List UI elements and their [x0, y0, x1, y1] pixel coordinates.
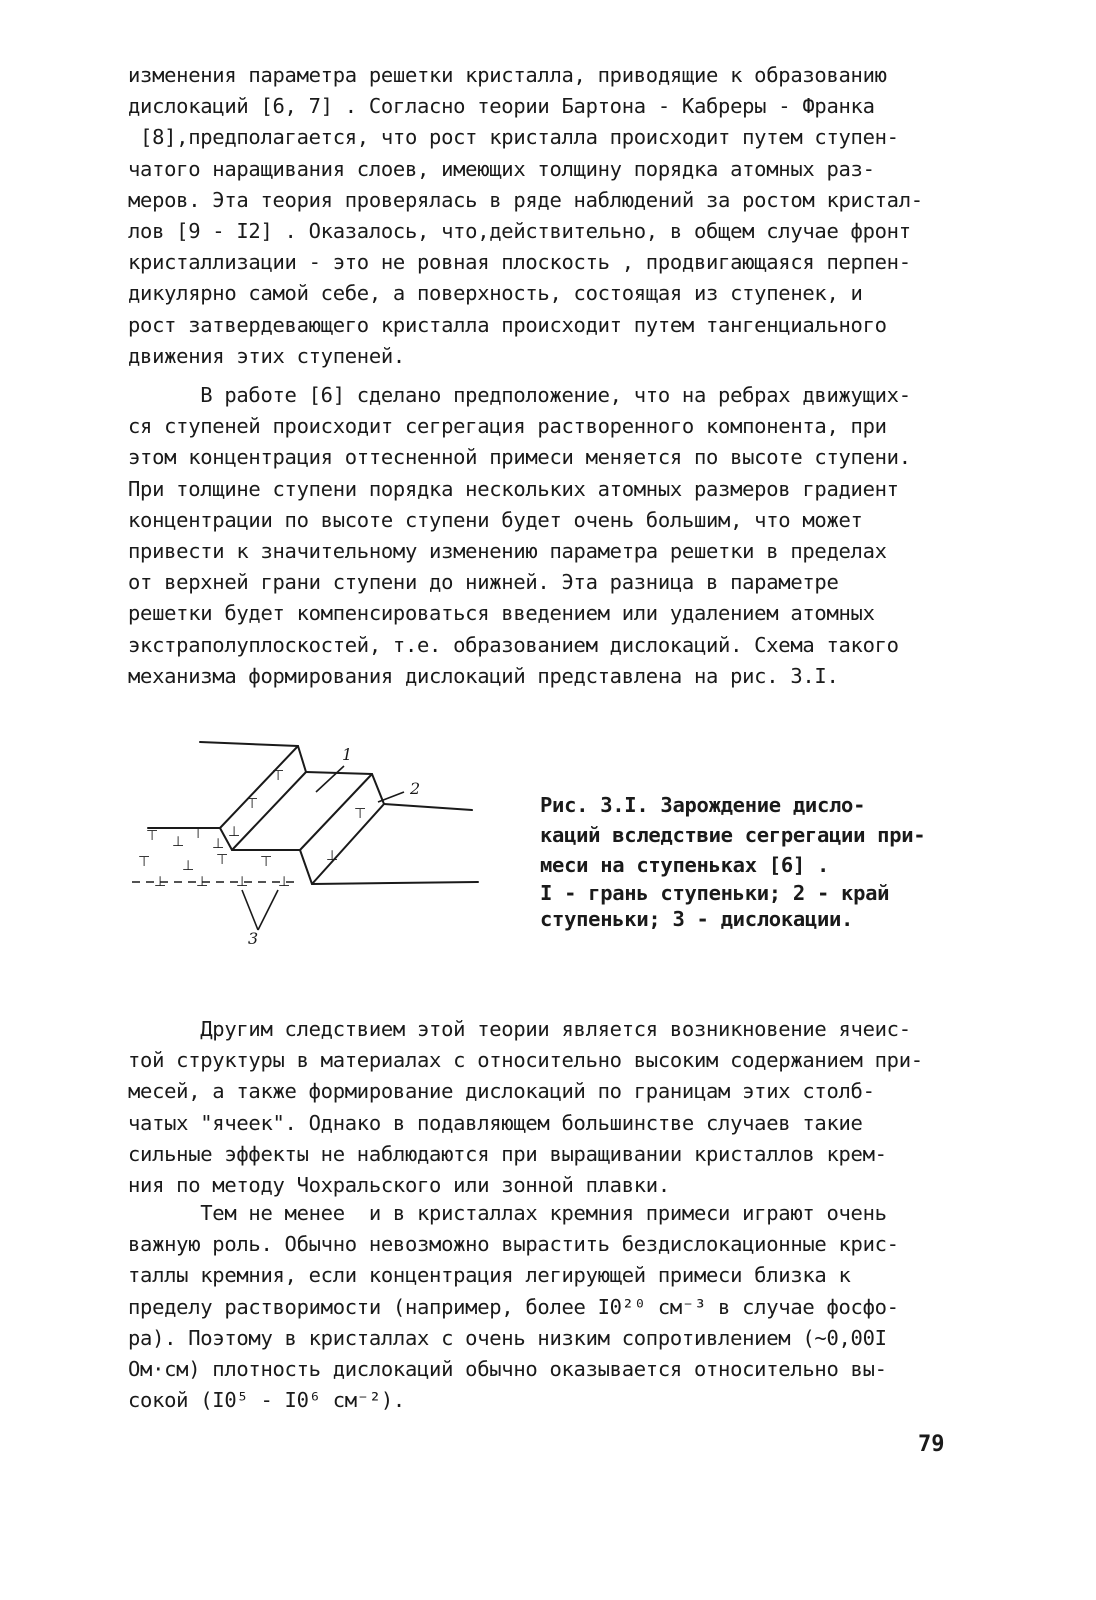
- figure-legend: [540, 880, 980, 932]
- legend-line: ступеньки; 3 - дислокации.: [540, 907, 854, 931]
- text-line: [8],предполагается, что рост кристалла происходит путем ступен-: [128, 125, 899, 150]
- text-line: экстраполуплоскостей, т.е. образованием дислокаций. Схема такого: [128, 632, 899, 657]
- text-line: пределу растворимости (например, более I0²⁰ см⁻³ в случае фосфо-: [128, 1294, 899, 1319]
- mark-up: ⊤: [246, 796, 259, 812]
- mark-down: ⊥: [212, 836, 225, 852]
- text-line: В работе [6] сделано предположение, что на ребрах движущих-: [128, 383, 911, 407]
- mark-up: ⊤: [192, 826, 205, 842]
- text-line: привести к значительному изменению параметра решетки в пределах: [128, 539, 887, 564]
- text-line: рост затвердевающего кристалла происходит путем тангенциального: [128, 312, 887, 337]
- mark-up: ⊤: [146, 828, 159, 844]
- text-line: При толщине ступени порядка нескольких атомных размеров градиент: [128, 476, 899, 501]
- text-line: изменения параметра решетки кристалла, приводящие к образованию: [128, 63, 887, 87]
- text-line: дислокаций [6, 7] . Согласно теории Бартона - Кабреры - Франка: [128, 94, 875, 119]
- figure-step-dislocations: [128, 736, 488, 946]
- text-line: таллы кремния, если концентрация легирующей примеси близка к: [128, 1263, 851, 1288]
- mark-up: ⊤: [354, 806, 367, 822]
- text-line: чатого наращивания слоев, имеющих толщину порядка атомных раз-: [128, 156, 875, 181]
- text-line: дикулярно самой себе, а поверхность, состоящая из ступенек, и: [128, 281, 863, 306]
- legend-line: I - грань ступеньки; 2 - край: [540, 881, 890, 905]
- page-number: 79: [918, 1432, 945, 1457]
- mark-down: ⊥: [228, 824, 241, 840]
- caption-line: меси на ступеньках [6] .: [540, 853, 830, 877]
- text-line: ния по методу Чохральского или зонной плавки.: [128, 1173, 670, 1198]
- text-line: лов [9 - I2] . Оказалось, что,действительно, в общем случае фронт: [128, 219, 911, 244]
- text-line: ра). Поэтому в кристаллах с очень низким сопротивлением (~0,00I: [128, 1325, 887, 1350]
- text-line: важную роль. Обычно невозможно вырастить бездислокационные крис-: [128, 1232, 899, 1257]
- mark-up: ⊤: [138, 854, 151, 870]
- mark-up: ⊤: [260, 854, 273, 870]
- mark-down: ⊥: [326, 848, 339, 864]
- mark-down: ⊥: [154, 874, 167, 890]
- text-line: решетки будет компенсироваться введением или удалением атомных: [128, 601, 875, 626]
- text-line: механизма формирования дислокаций представлена на рис. 3.I.: [128, 663, 839, 688]
- caption-line: Рис. 3.I. Зарождение дисло-: [540, 793, 866, 817]
- text-line: ся ступеней происходит сегрегация растворенного компонента, при: [128, 414, 887, 439]
- step-outline: [148, 742, 478, 884]
- paragraph-3: [128, 1014, 968, 1201]
- figure-label-1: 1: [342, 745, 353, 764]
- text-line: кристаллизации - это не ровная плоскость , продвигающаяся перпен-: [128, 250, 911, 275]
- text-line: чатых "ячеек". Однако в подавляющем большинстве случаев такие: [128, 1110, 863, 1135]
- mark-down: ⊥: [172, 834, 185, 850]
- text-line: сокой (I0⁵ - I0⁶ см⁻²).: [128, 1388, 405, 1413]
- figure-label-2: 2: [410, 779, 421, 798]
- paragraph-2: [128, 380, 968, 692]
- figure-caption: [540, 790, 980, 880]
- figure-label-3: 3: [248, 929, 259, 946]
- mark-down: ⊥: [278, 874, 291, 890]
- paragraph-1: [128, 60, 968, 372]
- mark-down: ⊥: [196, 874, 209, 890]
- text-line: этом концентрация оттесненной примеси меняется по высоте ступени.: [128, 445, 911, 470]
- text-line: концентрации по высоте ступени будет очень большим, что может: [128, 507, 863, 532]
- text-line: месей, а также формирование дислокаций по границам этих столб-: [128, 1079, 875, 1104]
- text-line: той структуры в материалах с относительно высоким содержанием при-: [128, 1048, 923, 1073]
- text-line: меров. Эта теория проверялась в ряде наблюдений за ростом кристал-: [128, 187, 923, 212]
- mark-down: ⊥: [236, 874, 249, 890]
- text-line: от верхней грани ступени до нижней. Эта разница в параметре: [128, 570, 839, 595]
- text-line: сильные эффекты не наблюдаются при выращивании кристаллов крем-: [128, 1141, 887, 1166]
- text-line: движения этих ступеней.: [128, 343, 405, 368]
- paragraph-4: [128, 1198, 968, 1416]
- mark-up: ⊤: [216, 852, 229, 868]
- mark-down: ⊥: [182, 858, 195, 874]
- caption-line: каций вследствие сегрегации при-: [540, 823, 926, 847]
- text-line: Ом·см) плотность дислокаций обычно оказывается относительно вы-: [128, 1357, 887, 1382]
- text-line: Другим следствием этой теории является возникновение ячеис-: [128, 1017, 911, 1041]
- text-line: Тем не менее и в кристаллах кремния примеси играют очень: [128, 1201, 887, 1225]
- mark-up: ⊤: [272, 768, 285, 784]
